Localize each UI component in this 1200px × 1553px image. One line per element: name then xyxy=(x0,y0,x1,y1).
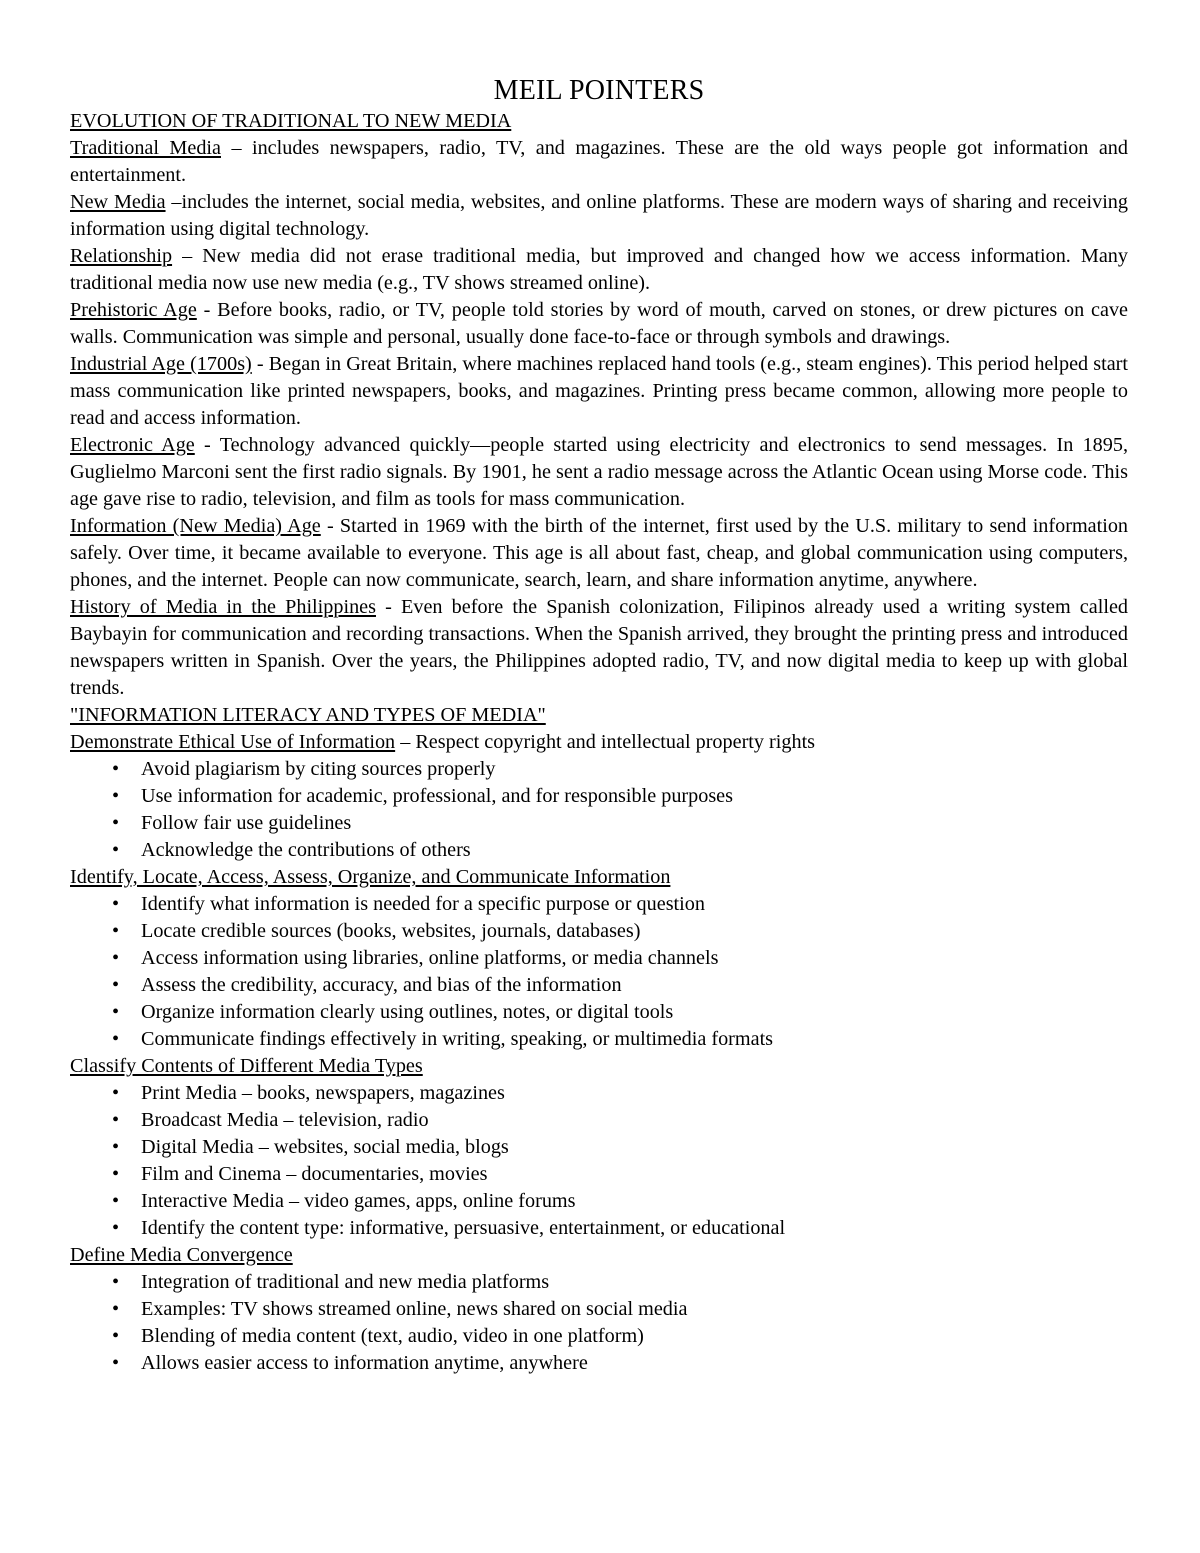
list-item-text: Use information for academic, professional, and for responsible purposes xyxy=(141,785,733,807)
definition: - Started in 1969 with the birth of the internet, first used by the U.S. military to send information safely. Over time, it became available to everyone. This age is all about fast, cheap, and global communication using computers, phones, and the internet. People can now communicate, search, learn, and share information anytime, anywhere. xyxy=(70,515,1129,591)
list-item-text: Follow fair use guidelines xyxy=(141,812,352,834)
subheading-ethical-use xyxy=(70,729,1128,756)
list-item-text: Identify what information is needed for a specific purpose or question xyxy=(141,893,705,915)
list-item xyxy=(70,810,1128,837)
bullet-icon: • xyxy=(112,1190,120,1212)
list-item xyxy=(70,999,1128,1026)
definition: - Before books, radio, or TV, people told stories by word of mouth, carved on stones, or drew pictures on cave walls. Communication was simple and personal, usually done face-to-face or through symbols and drawings. xyxy=(70,299,1129,348)
bullet-icon: • xyxy=(112,1001,120,1023)
bullet-icon: • xyxy=(112,1028,120,1050)
list-item-text: Integration of traditional and new media platforms xyxy=(141,1271,550,1293)
list-item-text: Organize information clearly using outlines, notes, or digital tools xyxy=(141,1001,674,1023)
list-item xyxy=(70,756,1128,783)
list-item xyxy=(70,1323,1128,1350)
list-item-text: Locate credible sources (books, websites, journals, databases) xyxy=(141,920,641,942)
list-item-text: Allows easier access to information anytime, anywhere xyxy=(141,1352,588,1374)
list-item-text: Examples: TV shows streamed online, news shared on social media xyxy=(141,1298,688,1320)
list-item xyxy=(70,1107,1128,1134)
paragraph-information-age xyxy=(70,513,1128,594)
term: Prehistoric Age xyxy=(70,299,197,321)
bullet-icon: • xyxy=(112,974,120,996)
term: Demonstrate Ethical Use of Information xyxy=(70,731,396,753)
list-item-text: Print Media – books, newspapers, magazines xyxy=(141,1082,505,1104)
bullet-icon: • xyxy=(112,785,120,807)
term: Industrial Age (1700s) xyxy=(70,353,252,375)
list-item xyxy=(70,1296,1128,1323)
bullet-icon: • xyxy=(112,1298,120,1320)
bullet-icon: • xyxy=(112,893,120,915)
bullet-icon: • xyxy=(112,1271,120,1293)
bullet-icon: • xyxy=(112,758,120,780)
paragraph-relationship xyxy=(70,243,1128,297)
section-heading-information-literacy: "INFORMATION LITERACY AND TYPES OF MEDIA" xyxy=(70,704,546,726)
definition: – New media did not erase traditional media, but improved and changed how we access information. Many traditional media now use new media (e.g., TV shows streamed online). xyxy=(70,245,1128,294)
list-item-text: Acknowledge the contributions of others xyxy=(141,839,471,861)
bullet-icon: • xyxy=(112,839,120,861)
definition: –includes the internet, social media, websites, and online platforms. These are modern ways of sharing and receiving information using digital technology. xyxy=(70,191,1128,240)
list-item xyxy=(70,945,1128,972)
bullet-icon: • xyxy=(112,920,120,942)
list-item xyxy=(70,1134,1128,1161)
list-item-text: Interactive Media – video games, apps, online forums xyxy=(141,1190,576,1212)
list-item-text: Communicate findings effectively in writing, speaking, or multimedia formats xyxy=(141,1028,774,1050)
paragraph-history-philippines xyxy=(70,594,1128,702)
bullet-icon: • xyxy=(112,1352,120,1374)
list-item xyxy=(70,1026,1128,1053)
list-item-text: Access information using libraries, online platforms, or media channels xyxy=(141,947,719,969)
subheading-media-convergence: Define Media Convergence xyxy=(70,1244,293,1266)
paragraph-traditional-media xyxy=(70,135,1128,189)
term: Relationship xyxy=(70,245,173,267)
list-identify-locate xyxy=(70,891,1128,1053)
definition: - Even before the Spanish colonization, Filipinos already used a writing system called Baybayin for communication and recording transactions. When the Spanish arrived, they brought the printing press and introduced newspapers written in Spanish. Over the years, the Philippines adopted radio, TV, and now digital media to keep up with global trends. xyxy=(70,596,1129,699)
bullet-icon: • xyxy=(112,1325,120,1347)
document-title: MEIL POINTERS xyxy=(493,75,705,106)
list-item-text: Assess the credibility, accuracy, and bias of the information xyxy=(141,974,622,996)
list-item xyxy=(70,918,1128,945)
list-item-text: Digital Media – websites, social media, blogs xyxy=(141,1136,509,1158)
bullet-icon: • xyxy=(112,812,120,834)
subheading-classify-contents: Classify Contents of Different Media Types xyxy=(70,1055,423,1077)
list-item-text: Broadcast Media – television, radio xyxy=(141,1109,429,1131)
bullet-icon: • xyxy=(112,1136,120,1158)
bullet-icon: • xyxy=(112,1163,120,1185)
list-item-text: Identify the content type: informative, persuasive, entertainment, or educational xyxy=(141,1217,786,1239)
list-item xyxy=(70,1161,1128,1188)
paragraph-electronic-age xyxy=(70,432,1128,513)
list-item-text: Film and Cinema – documentaries, movies xyxy=(141,1163,488,1185)
list-item xyxy=(70,1188,1128,1215)
list-item xyxy=(70,837,1128,864)
subheading-identify-locate: Identify, Locate, Access, Assess, Organize, and Communicate Information xyxy=(70,866,671,888)
list-item xyxy=(70,1080,1128,1107)
paragraph-prehistoric-age xyxy=(70,297,1128,351)
paragraph-new-media xyxy=(70,189,1128,243)
bullet-icon: • xyxy=(112,1217,120,1239)
definition: – Respect copyright and intellectual property rights xyxy=(395,731,816,753)
list-item-text: Avoid plagiarism by citing sources properly xyxy=(141,758,496,780)
list-ethical-use xyxy=(70,756,1128,864)
definition: - Technology advanced quickly—people started using electricity and electronics to send messages. In 1895, Guglielmo Marconi sent the first radio signals. By 1901, he sent a radio message across the Atlantic Ocean using Morse code. This age gave rise to radio, television, and film as tools for mass communication. xyxy=(70,434,1129,510)
bullet-icon: • xyxy=(112,1109,120,1131)
term: Electronic Age xyxy=(70,434,195,456)
term: New Media xyxy=(70,191,166,213)
term: Traditional Media xyxy=(70,137,221,159)
bullet-icon: • xyxy=(112,1082,120,1104)
list-item xyxy=(70,783,1128,810)
term: Information (New Media) Age xyxy=(70,515,321,537)
list-item-text: Blending of media content (text, audio, video in one platform) xyxy=(141,1325,644,1347)
document-page xyxy=(70,74,1128,1377)
definition: – includes newspapers, radio, TV, and magazines. These are the old ways people got information and entertainment. xyxy=(70,137,1128,186)
bullet-icon: • xyxy=(112,947,120,969)
list-item xyxy=(70,1269,1128,1296)
list-item xyxy=(70,1350,1128,1377)
paragraph-industrial-age xyxy=(70,351,1128,432)
list-classify-contents xyxy=(70,1080,1128,1242)
term: History of Media in the Philippines xyxy=(70,596,376,618)
list-item xyxy=(70,972,1128,999)
section-heading-evolution: EVOLUTION OF TRADITIONAL TO NEW MEDIA xyxy=(70,110,512,132)
definition: - Began in Great Britain, where machines replaced hand tools (e.g., steam engines). This period helped start mass communication like printed newspapers, books, and magazines. Printing press became common, allowing more people to read and access information. xyxy=(70,353,1128,429)
list-item xyxy=(70,891,1128,918)
list-item xyxy=(70,1215,1128,1242)
list-media-convergence xyxy=(70,1269,1128,1377)
